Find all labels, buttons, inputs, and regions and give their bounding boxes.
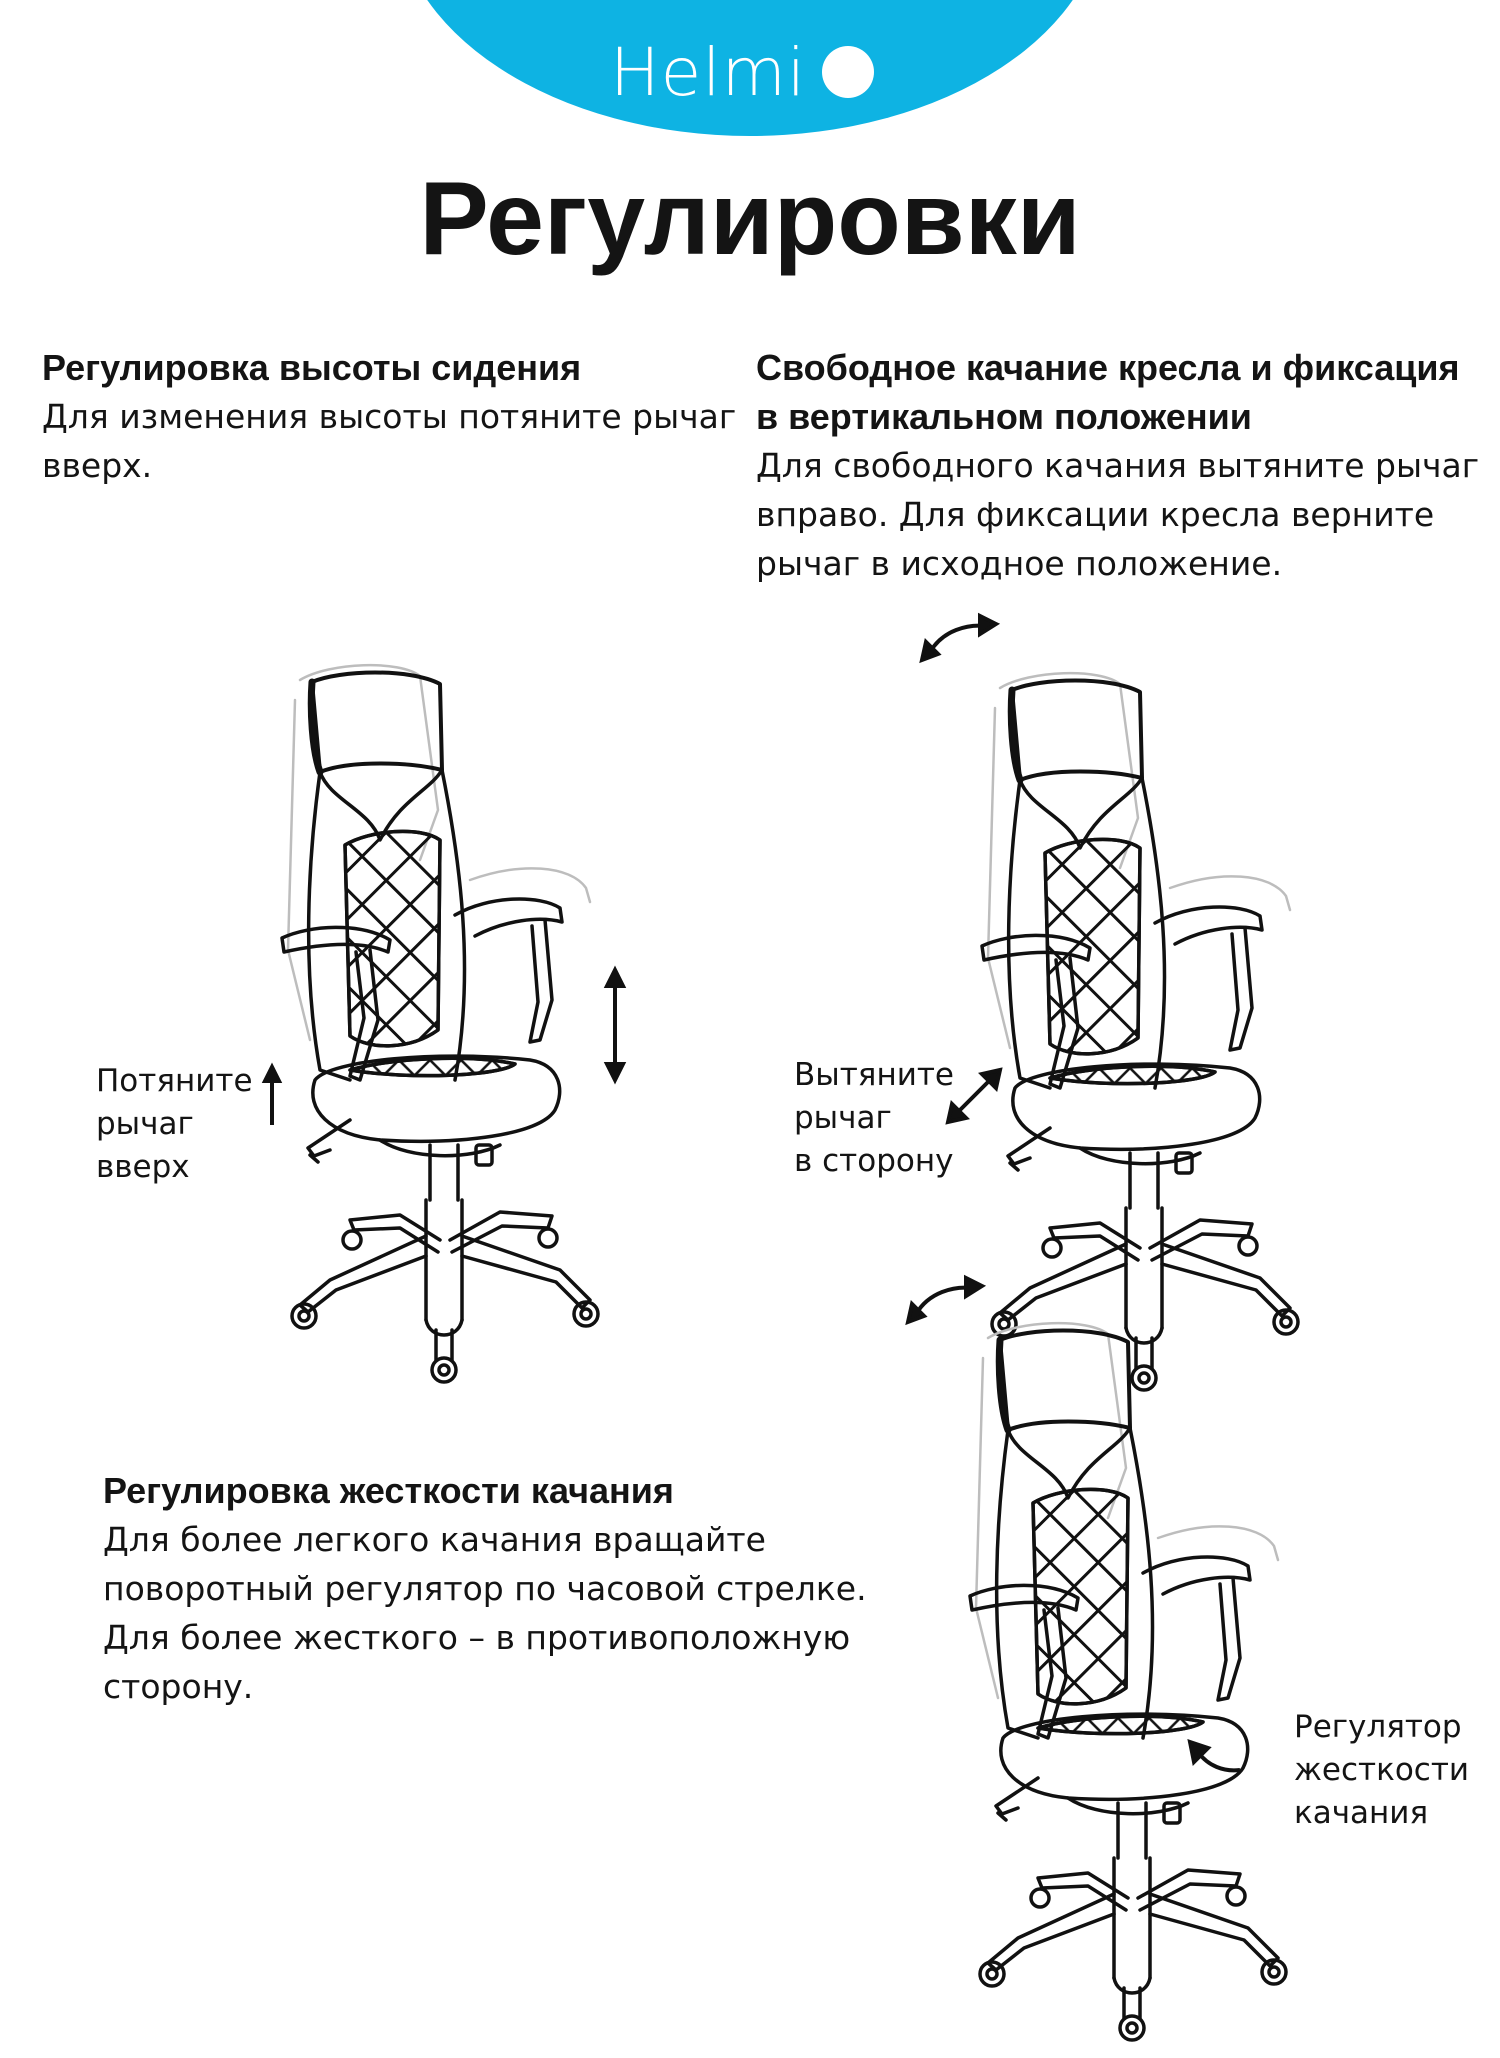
body-line: рычаг в исходное положение. <box>756 544 1283 583</box>
tension-knob-caption <box>1294 1706 1469 1835</box>
page-title: Регулировки <box>419 161 1081 277</box>
chair-illustration <box>970 648 1290 1408</box>
curved-double-arrow-icon <box>904 1274 984 1324</box>
body-line: Для изменения высоты потяните рычаг <box>42 397 737 436</box>
caption-line: рычаг <box>794 1100 892 1136</box>
caption-line: качания <box>1294 1795 1429 1831</box>
lever-side-caption <box>794 1054 954 1183</box>
body-line: вправо. Для фиксации кресла верните <box>756 495 1435 534</box>
body-line: сторону. <box>103 1667 254 1706</box>
free-rocking-section <box>756 343 1486 588</box>
section-body <box>756 441 1486 588</box>
up-arrow-icon <box>262 1067 282 1127</box>
up-down-arrow-icon <box>600 970 630 1080</box>
heading-line: Свободное качание кресла и фиксация <box>756 347 1460 388</box>
lever-up-caption <box>96 1060 253 1189</box>
brand-name: Helmi <box>610 33 807 111</box>
body-line: Для свободного качания вытяните рычаг <box>756 446 1480 485</box>
chair-illustration <box>270 640 590 1400</box>
logo-dot-icon <box>822 46 874 98</box>
caption-line: жесткости <box>1294 1752 1470 1788</box>
chair-illustration <box>958 1298 1278 2058</box>
body-line: поворотный регулятор по часовой стрелке. <box>103 1569 867 1608</box>
section-body <box>103 1515 903 1711</box>
section-heading <box>756 343 1486 441</box>
caption-line: в сторону <box>794 1143 954 1179</box>
seat-height-section <box>42 343 742 490</box>
section-heading: Регулировка высоты сидения <box>42 347 582 388</box>
caption-line: рычаг <box>96 1106 194 1142</box>
caption-line: Вытяните <box>794 1057 954 1093</box>
brand-logo <box>610 22 874 122</box>
caption-line: Потяните <box>96 1063 253 1099</box>
body-line: вверх. <box>42 446 153 485</box>
caption-line: вверх <box>96 1149 190 1185</box>
body-line: Для более легкого качания вращайте <box>103 1520 766 1559</box>
section-heading: Регулировка жесткости качания <box>103 1470 674 1511</box>
body-line: Для более жесткого – в противоположную <box>103 1618 851 1657</box>
rocking-tension-section <box>103 1466 903 1711</box>
heading-line: в вертикальном положении <box>756 396 1252 437</box>
section-body <box>42 392 742 490</box>
curved-arrow-icon <box>1184 1740 1244 1780</box>
caption-line: Регулятор <box>1294 1709 1462 1745</box>
curved-double-arrow-icon <box>918 612 998 662</box>
double-arrow-icon <box>946 1068 1002 1124</box>
